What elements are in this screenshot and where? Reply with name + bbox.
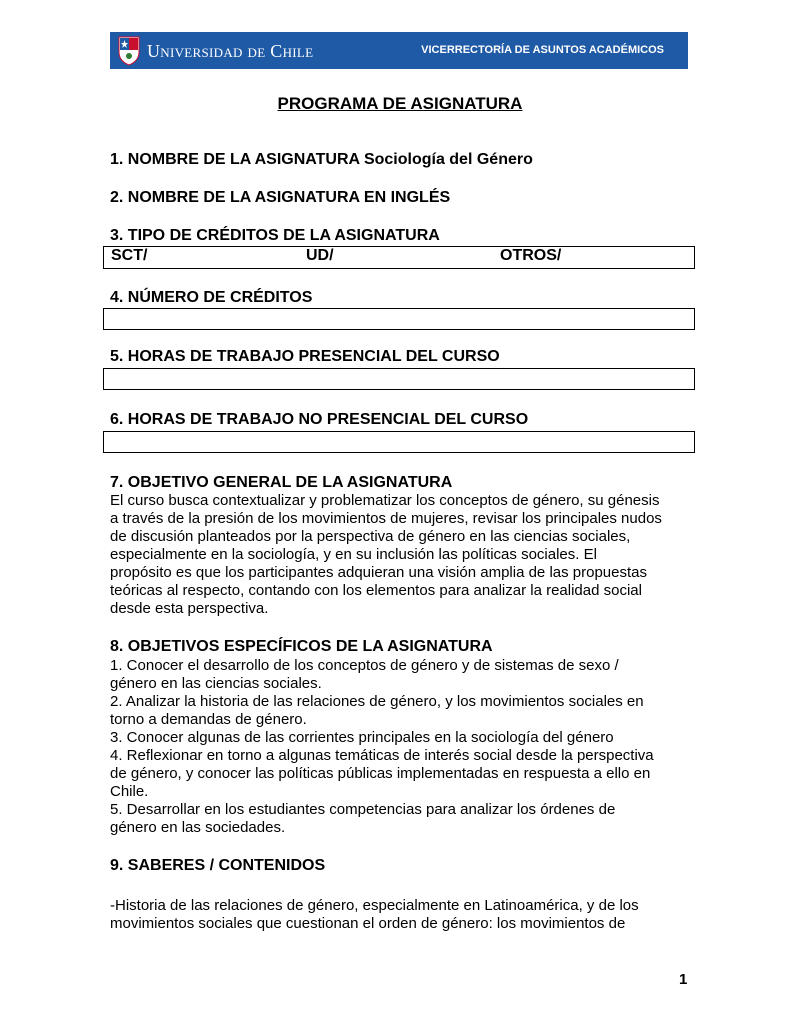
specific-objectives-text (110, 657, 690, 837)
section-1-heading (110, 151, 533, 169)
text-line: 4. Reflexionar en torno a algunas temáticas de interés social desde la perspectiva (110, 747, 654, 764)
contents-text (110, 897, 690, 933)
document-title: PROGRAMA DE ASIGNATURA (277, 94, 523, 113)
text-line: El curso busca contextualizar y problematizar los conceptos de género, su génesis (110, 492, 660, 509)
text-line: desde esta perspectiva. (110, 600, 269, 617)
section-1-label: 1. NOMBRE DE LA ASIGNATURA (110, 151, 360, 168)
general-objective-text (110, 492, 690, 618)
section-6-heading: 6. HORAS DE TRABAJO NO PRESENCIAL DEL CURSO (110, 411, 529, 428)
text-line: de discusión planteados por la perspectiva de género en las ciencias sociales, (110, 528, 631, 545)
credit-type-sct: SCT/ (111, 247, 148, 264)
section-4-heading: 4. NÚMERO DE CRÉDITOS (110, 289, 313, 306)
text-line: a través de la presión de los movimientos de mujeres, revisar los principales nudos (110, 510, 662, 527)
text-line: de género, y conocer las políticas públicas implementadas en respuesta a ello en (110, 765, 651, 782)
section-3-heading: 3. TIPO DE CRÉDITOS DE LA ASIGNATURA (110, 227, 440, 244)
section-2-heading: 2. NOMBRE DE LA ASIGNATURA EN INGLÉS (110, 189, 451, 206)
text-line: propósito es que los participantes adquieran una visión amplia de las propuestas (110, 564, 648, 581)
text-line: movimientos sociales que cuestionan el orden de género: los movimientos de (110, 915, 626, 932)
text-line: Chile. (110, 783, 149, 800)
presential-hours-box (103, 368, 695, 390)
section-8-heading: 8. OBJETIVOS ESPECÍFICOS DE LA ASIGNATURA (110, 638, 493, 655)
text-line: género en las sociedades. (110, 819, 286, 836)
text-line: especialmente en la sociología, y en su inclusión las políticas sociales. El (110, 546, 597, 563)
credit-type-box (103, 246, 695, 269)
text-line: 3. Conocer algunas de las corrientes principales en la sociología del género (110, 729, 614, 746)
text-line: 5. Desarrollar en los estudiantes competencias para analizar los órdenes de (110, 801, 616, 818)
credits-box (103, 308, 695, 330)
section-7-heading: 7. OBJETIVO GENERAL DE LA ASIGNATURA (110, 474, 453, 491)
text-line: 2. Analizar la historia de las relaciones de género, y los movimientos sociales en (110, 693, 644, 710)
credit-type-otros: OTROS/ (500, 247, 562, 264)
header-banner (110, 32, 688, 69)
course-name: Sociología del Género (363, 151, 533, 168)
non-presential-hours-box (103, 431, 695, 453)
text-line: torno a demandas de género. (110, 711, 307, 728)
university-name: Universidad de Chile (147, 41, 314, 61)
university-crest-icon (117, 35, 141, 66)
section-9-heading: 9. SABERES / CONTENIDOS (110, 857, 326, 874)
text-line: 1. Conocer el desarrollo de los conceptos de género y de sistemas de sexo / (110, 657, 619, 674)
credit-type-ud: UD/ (306, 247, 334, 264)
text-line: -Historia de las relaciones de género, especialmente en Latinoamérica, y de los (110, 897, 639, 914)
text-line: género en las ciencias sociales. (110, 675, 322, 692)
office-name: VICERRECTORÍA DE ASUNTOS ACADÉMICOS (421, 44, 664, 56)
section-5-heading: 5. HORAS DE TRABAJO PRESENCIAL DEL CURSO (110, 348, 500, 365)
page-number: 1 (679, 971, 688, 988)
text-line: teóricas al respecto, contando con los elementos para analizar la realidad social (110, 582, 642, 599)
